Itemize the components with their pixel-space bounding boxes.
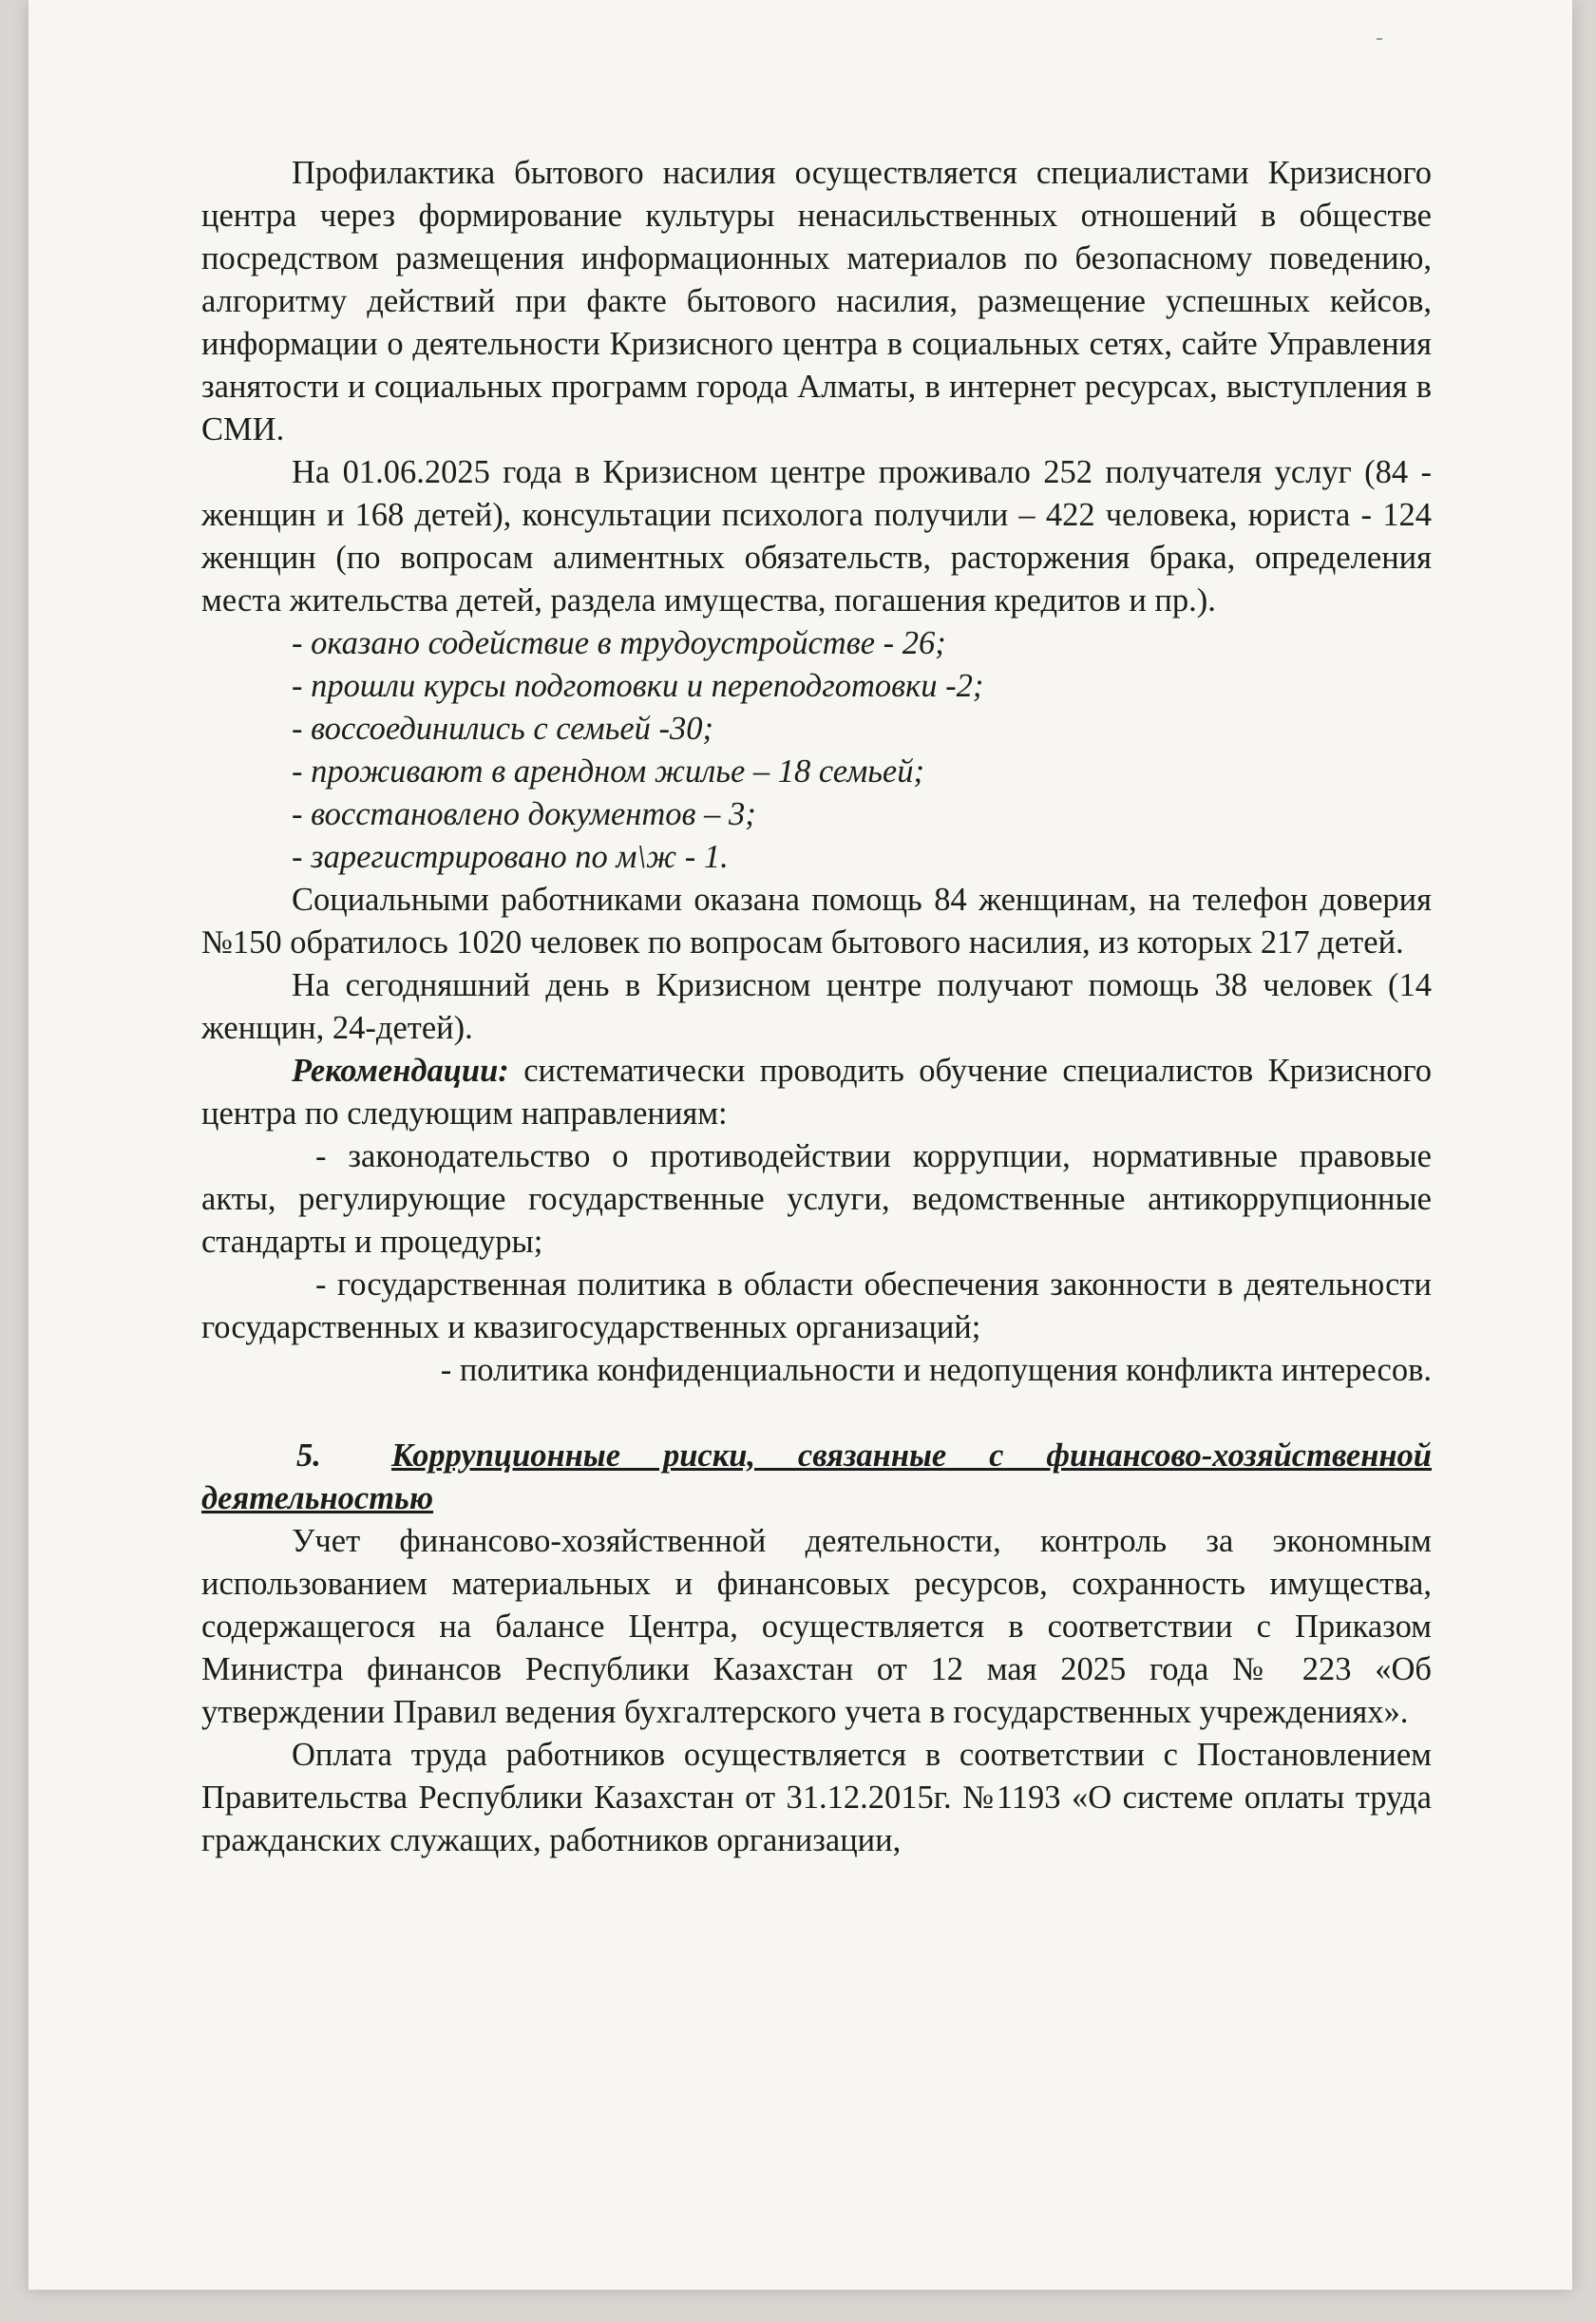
document-page <box>28 0 1572 2290</box>
list-item: - прошли курсы подготовки и переподготовки -2; <box>292 668 984 704</box>
results-list <box>201 622 1432 879</box>
paper-speck <box>1377 38 1382 40</box>
recommendations-label: Рекомендации: <box>292 1053 509 1089</box>
paragraph-recommendations <box>201 1050 1432 1135</box>
list-item: - политика конфиденциальности и недопущения конфликта интересов. <box>440 1352 1432 1388</box>
document-body <box>201 152 1432 1862</box>
list-item: - оказано содействие в трудоустройстве - 26; <box>292 625 946 661</box>
list-item: - зарегистрировано по м\ж - 1. <box>292 839 729 875</box>
recommendations-text: систематически проводить обучение специалистов Кризисного центра по следующим направлениям: <box>201 1053 1432 1132</box>
section-number: 5. <box>296 1437 321 1474</box>
list-item: - законодательство о противодействии коррупции, нормативные правовые акты, регулирующие государственные услуги, ведомственные антикоррупционные стандарты и процедуры; <box>201 1138 1432 1260</box>
section-heading <box>201 1435 1432 1520</box>
list-item: - воссоединились с семьей -30; <box>292 711 713 747</box>
list-item: - проживают в арендном жилье – 18 семьей; <box>292 753 924 790</box>
recommendations-list <box>201 1135 1432 1392</box>
paragraph-statistics: На 01.06.2025 года в Кризисном центре проживало 252 получателя услуг (84 - женщин и 168 детей), консультации психолога получили – 422 человека, юриста - 124 женщин (по вопросам алиментных обязательств, расторжения брака, определения места жительства детей, раздела имущества, погашения кредитов и пр.). <box>201 454 1432 619</box>
section-title: Коррупционные риски, связанные с финансово-хозяйственной деятельностью <box>201 1437 1432 1516</box>
paragraph-accounting: Учет финансово-хозяйственной деятельности, контроль за экономным использованием материальных и финансовых ресурсов, сохранность имущества, содержащегося на балансе Центра, осуществляется в соответствии с Приказом Министра финансов Республики Казахстан от 12 мая 2025 года № 223 «Об утверждении Правил ведения бухгалтерского учета в государственных учреждениях». <box>201 1523 1432 1730</box>
paragraph-payroll: Оплата труда работников осуществляется в соответствии с Постановлением Правительства Республики Казахстан от 31.12.2015г. №1193 «О системе оплаты труда гражданских служащих, работников организации, <box>201 1737 1432 1858</box>
list-item: - государственная политика в области обеспечения законности в деятельности государственных и квазигосударственных организаций; <box>201 1266 1432 1345</box>
paragraph-social-workers: Социальными работниками оказана помощь 84 женщинам, на телефон доверия №150 обратилось 1020 человек по вопросам бытового насилия, из которых 217 детей. <box>201 882 1432 961</box>
paragraph-current-help: На сегодняшний день в Кризисном центре получают помощь 38 человек (14 женщин, 24-детей). <box>201 967 1432 1046</box>
list-item: - восстановлено документов – 3; <box>292 796 756 832</box>
paragraph-prevention: Профилактика бытового насилия осуществляется специалистами Кризисного центра через формирование культуры ненасильственных отношений в обществе посредством размещения информационных материалов по безопасному поведению, алгоритму действий при факте бытового насилия, размещение успешных кейсов, информации о деятельности Кризисного центра в социальных сетях, сайте Управления занятости и социальных программ города Алматы, в интернет ресурсах, выступления в СМИ. <box>201 155 1432 447</box>
